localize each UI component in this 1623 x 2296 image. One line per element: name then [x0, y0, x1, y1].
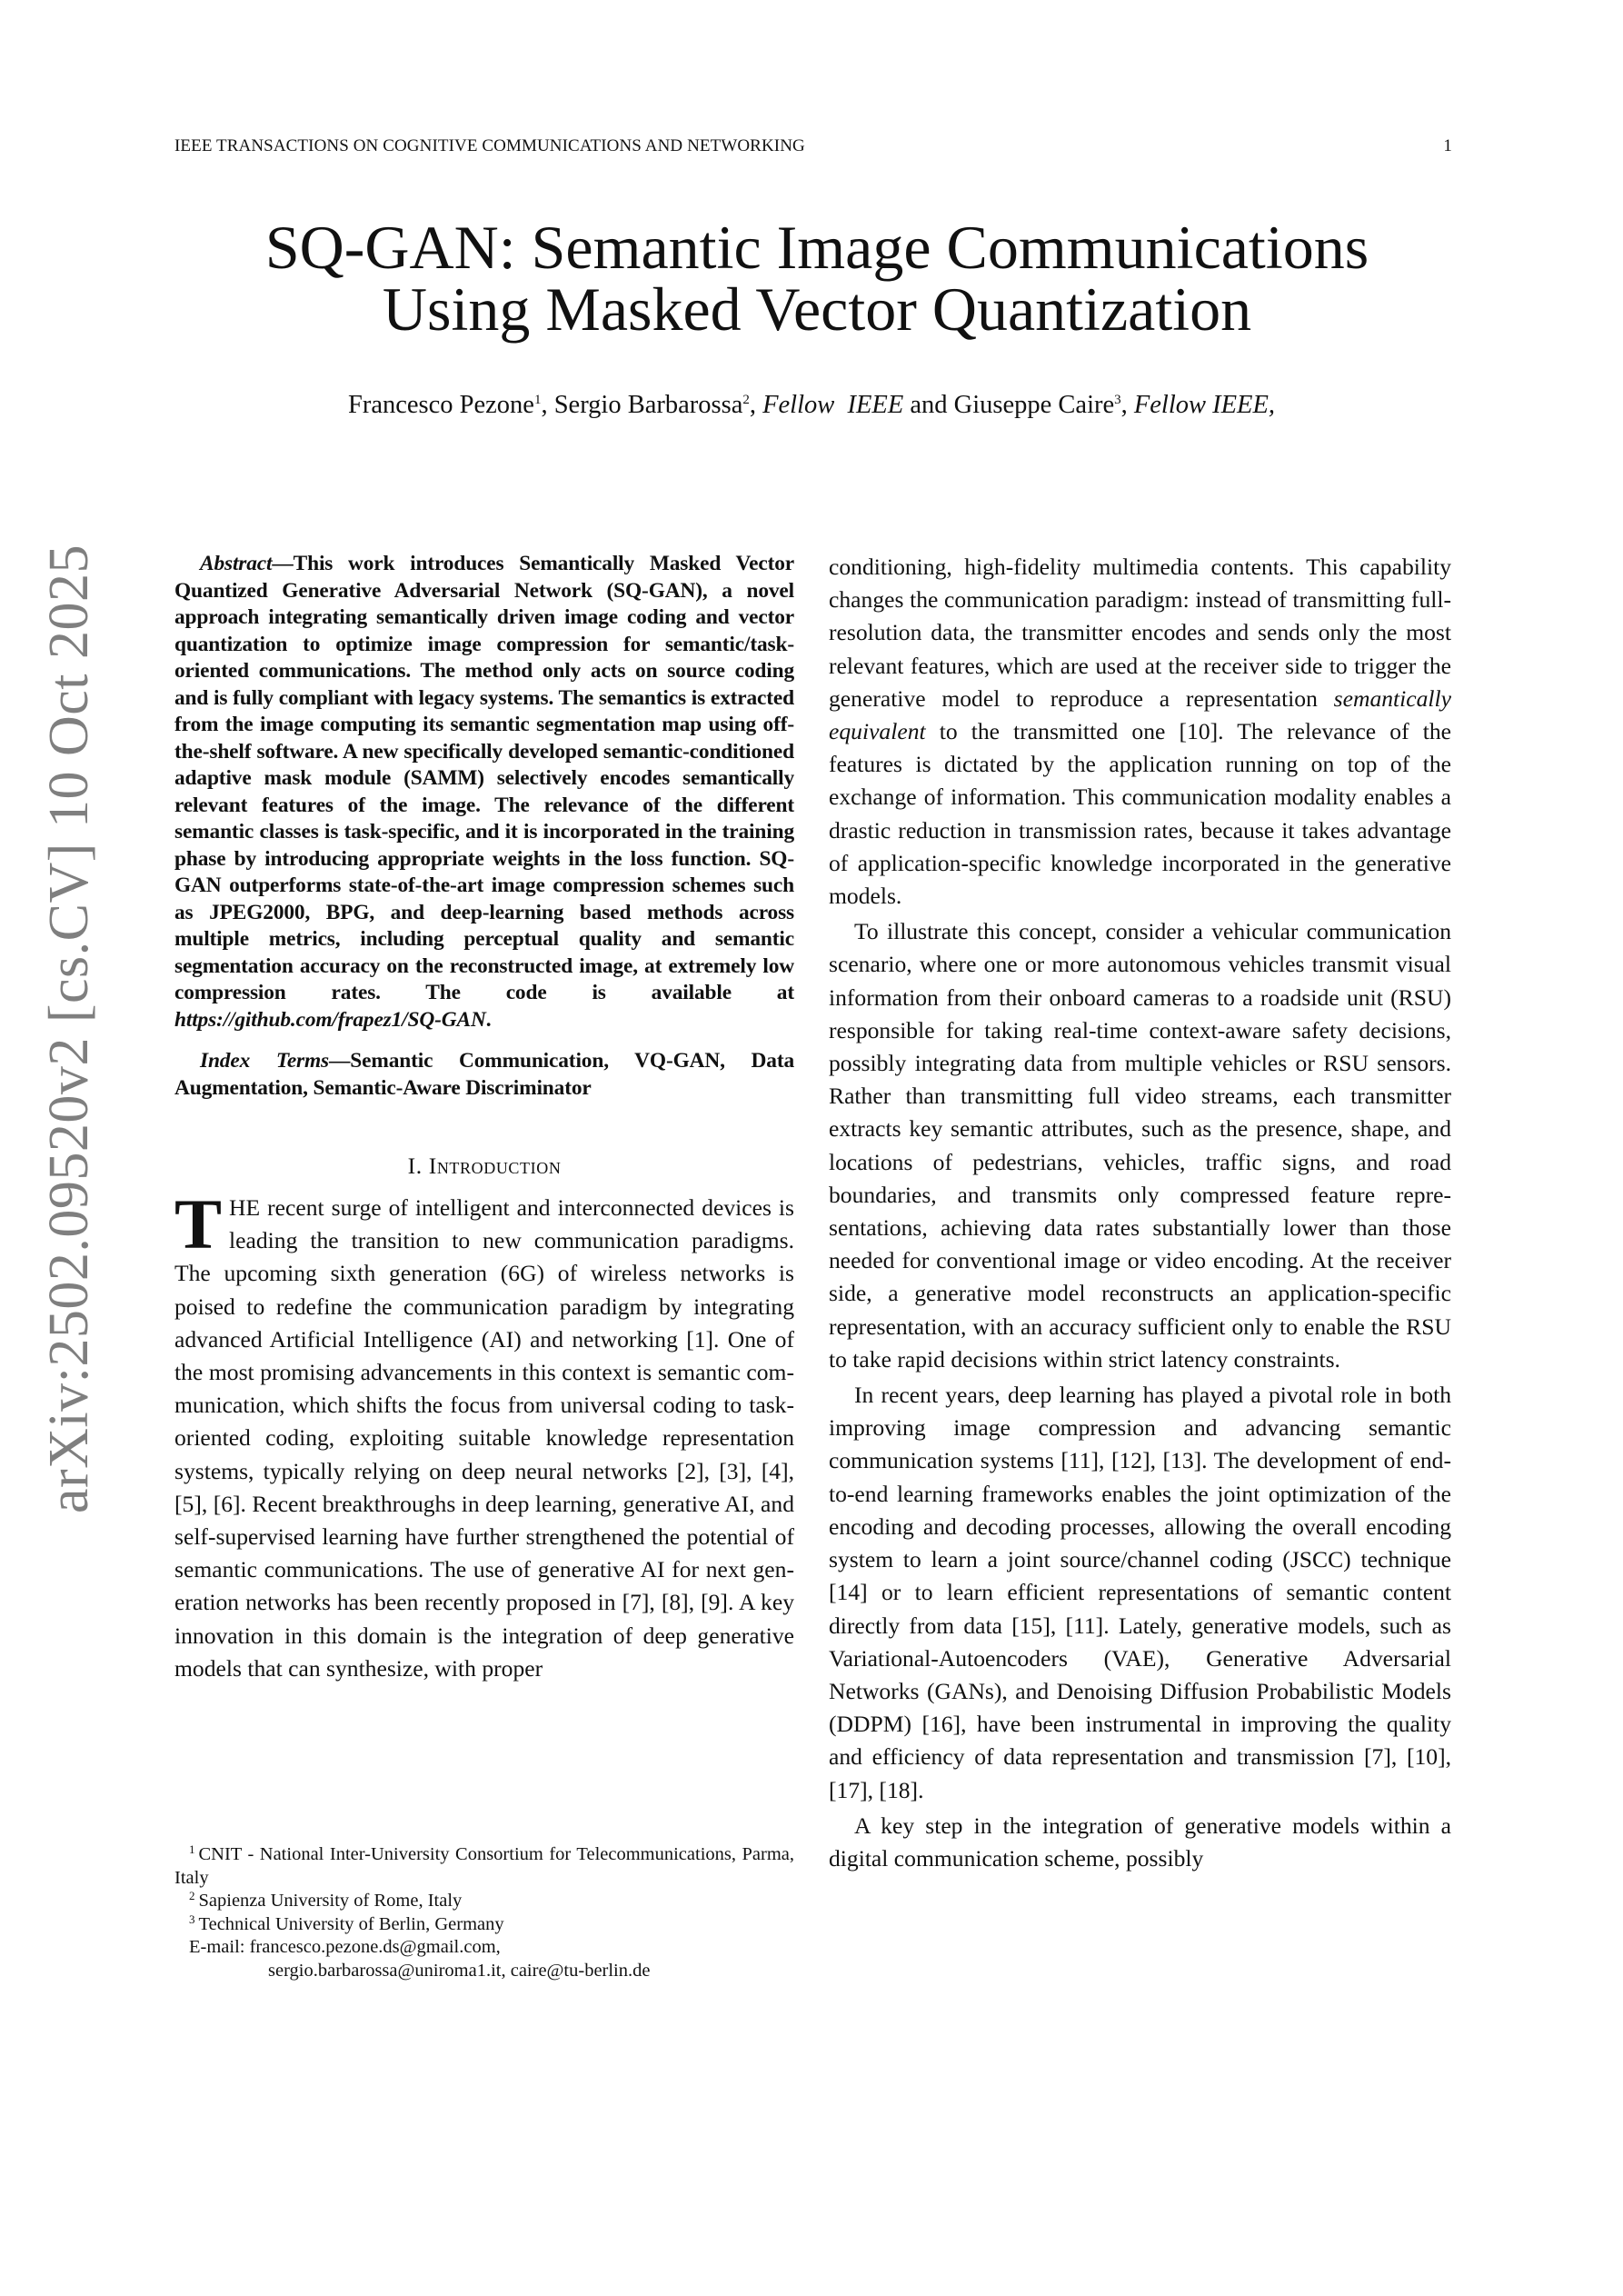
footnote-2 — [174, 1890, 794, 1913]
footnote-mark: 3 — [189, 1912, 195, 1926]
footnote-text: CNIT - National Inter-University Consortium for Telecommunications, Parma, Italy — [174, 1844, 794, 1888]
section-number: I. — [407, 1153, 423, 1179]
title-line-2: Using Masked Vector Quantization — [382, 275, 1252, 344]
affiliation-mark: 1 — [533, 393, 542, 407]
separator: , — [541, 391, 554, 419]
journal-name: IEEE TRANSACTIONS ON COGNITIVE COMMUNICATIONS AND NETWORKING — [174, 136, 805, 155]
author-name: Giuseppe Caire — [953, 391, 1115, 419]
drop-cap: T — [174, 1184, 223, 1263]
index-terms-label: Index Terms — [200, 1049, 330, 1073]
paper-title — [0, 213, 1623, 344]
period: . — [485, 1007, 492, 1032]
dropcap-continuation: HE — [229, 1194, 261, 1221]
paragraph-text: to the transmitted one [10]. The relevance of the features is dictated by the application running on top of the exchange of information. This communication modality enables a drastic reduction in transmission rates, because it takes advantage of application-specific knowledge incorporated in the generative models. — [829, 718, 1451, 910]
left-column — [174, 551, 794, 1685]
right-column — [829, 551, 1451, 1875]
index-terms — [174, 1048, 794, 1102]
author-name: Sergio Barbarossa — [553, 391, 743, 419]
em-dash: — — [329, 1049, 351, 1073]
affiliation-mark: 2 — [742, 393, 750, 407]
author-fellowship: Fellow IEEE, — [1133, 391, 1275, 419]
email-line-1: E-mail: francesco.pezone.ds@gmail.com, — [189, 1937, 501, 1957]
abstract-body: This work introduces Semantically Masked Vector Quantized Generative Adversarial Network (SQ-GAN), a novel approach integrating semantically driven image coding and vector quantization to optimize image compression for semantic/task-oriented communications. The method only acts on source coding and is fully compliant with legacy systems. The semantics is extracted from the image computing its semantic segmentation map using off-the-shelf software. A new specifically developed semantic-conditioned adaptive mask module (SAMM) selectively encodes semantically relevant features of the image. The relevance of the different semantic classes is task-specific, and it is incorporated in the training phase by introducing appropriate weights in the loss function. SQ-GAN outperforms state-of-the-art image compression schemes such as JPEG2000, BPG, and deep-learning based methods across multiple metrics, including perceptual quality and semantic segmentation accuracy on the reconstructed image, at extremely low compression rates. The code is available at — [174, 552, 794, 1004]
paragraph-text: conditioning, high-fidelity multimedia contents. This capability changes the communication paradigm: instead of transmitting full-resolution data, the transmitter encodes and sends only the most relevant features, which are used at the receiver side to trigger the generative model to reproduce a representation — [829, 554, 1451, 712]
affiliation-mark: 3 — [1114, 393, 1121, 407]
intro-paragraph-2: To illustrate this concept, consider a vehicular communication scenario, where one or more autonomous vehicles transmit visual information from their onboard cameras to a roadside unit (RSU) responsible for taking real-time context-aware safety decisions, possibly integrating data from multiple vehicles or RSU sensors. Rather than transmitting full video streams, each transmitter extracts key semantic attributes, such as the presence, shape, and locations of pedestrians, vehicles, traffic signs, and road boundaries, and transmits only compressed feature representations, achieving data rates substantially lower than those needed for conventional image or video encoding. At the receiver side, a generative model reconstructs an application-specific representation, with an accuracy sufficient only to enable the RSU to take rapid decisions within strict latency constraints. — [829, 918, 1451, 1373]
section-title: Introduction — [428, 1153, 562, 1179]
abstract — [174, 551, 794, 1033]
running-header — [174, 136, 1452, 156]
title-line-1: SQ-GAN: Semantic Image Communications — [264, 213, 1369, 282]
footnote-mark: 1 — [189, 1842, 195, 1856]
separator: and — [903, 391, 954, 419]
arxiv-identifier-stamp: arXiv:2502.09520v2 [cs.CV] 10 Oct 2025 — [38, 544, 100, 1513]
separator: , — [749, 391, 763, 419]
intro-paragraph-4: A key step in the integration of generative models within a digital communication scheme, possibly — [829, 1812, 1451, 1872]
section-heading-introduction — [174, 1152, 794, 1181]
footnote-3 — [174, 1913, 794, 1937]
em-dash: — — [272, 552, 294, 575]
abstract-label: Abstract — [200, 552, 273, 575]
paragraph-text: recent surge of intelligent and interconnected devices is leading the transition to new communication paradigms. The upcoming sixth generation (6G) of wireless networks is poised to redefine the communication paradigm by integrating advanced Artificial Intelligence (AI) and networking [1]. One of the most promising advancements in this context is semantic communication, which shifts the focus from universal coding to task-oriented coding, exploiting suitable knowledge representation systems, typically relying on deep neural networks [2], [3], [4], [5], [6]. Recent breakthroughs in deep learning, generative AI, and self-supervised learning have further strengthened the potential of semantic communications. The use of generative AI for next generation networks has been recently proposed in [7], [8], [9]. A key innovation in this domain is the integration of deep generative models that can synthesize, with proper — [174, 1194, 794, 1682]
author-name: Francesco Pezone — [347, 391, 534, 419]
separator: , — [1120, 391, 1134, 419]
footnote-text: Technical University of Berlin, Germany — [198, 1913, 504, 1934]
footnote-mark: 2 — [189, 1889, 195, 1902]
footnotes — [174, 1843, 794, 1982]
index-terms-body: Semantic Communication, VQ-GAN, Data Augmentation, Semantic-Aware Discriminator — [174, 1049, 794, 1100]
intro-paragraph-1-continued — [829, 551, 1451, 913]
author-list — [0, 391, 1623, 420]
intro-paragraph-3: In recent years, deep learning has played a pivotal role in both improving image compression and advancing semantic communication systems [11], [12], [13]. The development of end-to-end learning frameworks enables the joint optimization of the encoding and decoding processes, allowing the overall encoding system to learn a joint source/channel coding (JSCC) technique [14] or to learn efficient representations of semantic content directly from data [15], [11]. Lately, generative models, such as Variational-Autoencoders (VAE), Generative Adversarial Networks (GANs), and Denoising Diffusion Probabilistic Models (DDPM) [16], have been instrumental in improving the quality and efficiency of data representation and transmission [7], [10], [17], [18]. — [829, 1382, 1451, 1803]
emphasis-text: semantically equivalent — [829, 684, 1451, 745]
author-fellowship: Fellow IEEE — [762, 391, 904, 419]
footnote-1 — [174, 1843, 794, 1890]
code-link[interactable]: https://github.com/frapez1/SQ-GAN — [174, 1007, 486, 1032]
intro-paragraph-1 — [174, 1184, 794, 1685]
page-number: 1 — [1443, 136, 1452, 155]
email-line-2: sergio.barbarossa@uniroma1.it, caire@tu-berlin.de — [268, 1960, 651, 1981]
footnote-text: Sapienza University of Rome, Italy — [198, 1891, 463, 1911]
